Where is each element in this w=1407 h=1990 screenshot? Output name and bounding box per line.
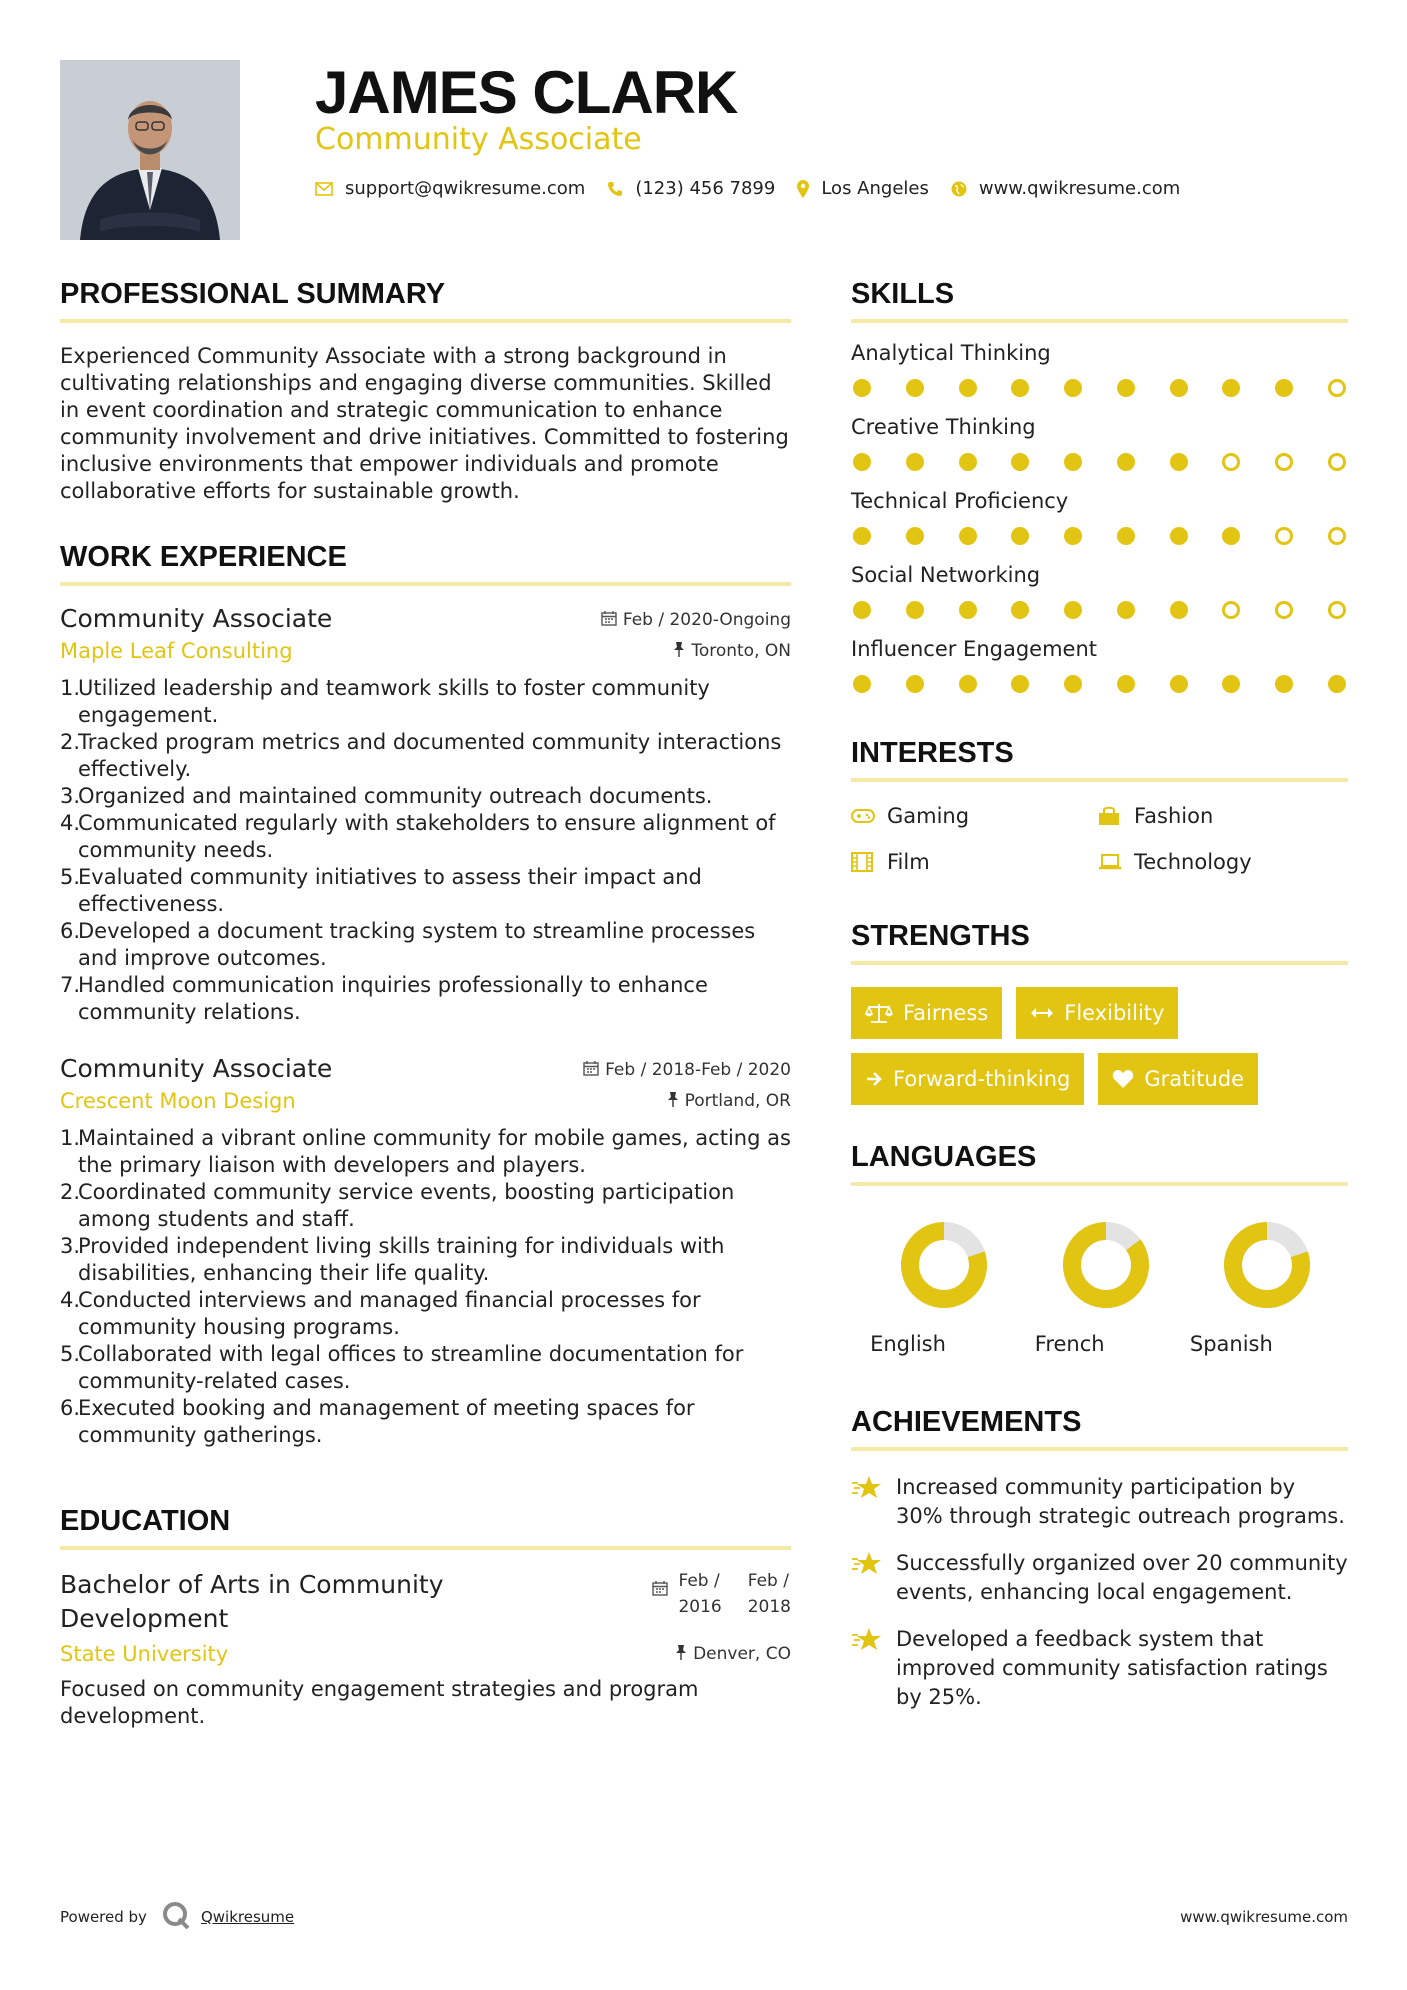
rating-dot-filled [959, 601, 977, 619]
interest-film: Film [851, 850, 1098, 874]
profile-photo [60, 60, 240, 240]
skill-item [851, 341, 1348, 397]
summary-text: Experienced Community Associate with a strong background in cultivating relationships and engaging diverse communities. Skilled in event coordination and strategic communication to enhance community involvement and drive initiatives. Committed to fostering inclusive environments that empower individuals and promote collaborative efforts for sustainable growth. [60, 344, 789, 503]
job-company: Maple Leaf Consulting [60, 639, 293, 663]
strengths-heading: STRENGTHS [851, 920, 1348, 965]
rating-dot-filled [1064, 379, 1082, 397]
interests-list [851, 804, 1348, 874]
list-item: 4. Communicated regularly with stakeholders to ensure alignment of community needs. [60, 811, 776, 862]
laptop-icon [1098, 853, 1124, 871]
education-school: State University [60, 1642, 229, 1666]
rating-dot-empty [1328, 379, 1346, 397]
calendar-icon [583, 1060, 599, 1080]
interests-heading: INTERESTS [851, 737, 1348, 782]
list-item: 5. Evaluated community initiatives to assess their impact and effectiveness. [60, 865, 702, 916]
rating-dot-filled [1117, 601, 1135, 619]
left-column [60, 278, 791, 1730]
contact-website[interactable] [951, 178, 1180, 199]
rating-dot-filled [1011, 379, 1029, 397]
job-dates-text: Feb / 2018-Feb / 2020 [605, 1060, 791, 1080]
achievement-item: Successfully organized over 20 community events, enhancing local engagement. [851, 1549, 1348, 1607]
job-location [673, 641, 791, 661]
language-level-ring [1222, 1220, 1312, 1310]
rating-dot-filled [853, 527, 871, 545]
strength-badge: Flexibility [1016, 987, 1178, 1039]
rating-dot-filled [1011, 601, 1029, 619]
rating-dot-filled [1170, 601, 1188, 619]
footer-website[interactable]: www.qwikresume.com [1180, 1908, 1348, 1926]
rating-dot-filled [1117, 527, 1135, 545]
rating-dot-filled [1275, 675, 1293, 693]
skill-rating [851, 453, 1348, 471]
language-level-ring [1061, 1220, 1151, 1310]
skill-name: Social Networking [851, 563, 1041, 587]
language-item [863, 1220, 1025, 1356]
job-role: Community Associate [60, 1054, 333, 1083]
qwikresume-logo-icon [161, 1900, 191, 1934]
rating-dot-filled [1011, 527, 1029, 545]
candidate-title: Community Associate [315, 122, 642, 157]
rating-dot-empty [1328, 453, 1346, 471]
language-name: English [870, 1332, 946, 1356]
skill-item [851, 563, 1348, 619]
skill-rating [851, 601, 1348, 619]
job-dates-text: Feb / 2020-Ongoing [622, 610, 791, 630]
job-dates [601, 610, 791, 630]
list-item: 2. Tracked program metrics and documented community interactions effectively. [60, 730, 782, 781]
heart-icon [1112, 1069, 1134, 1089]
education-degree: Bachelor of Arts in Community Development [60, 1570, 444, 1633]
achievement-item: Increased community participation by 30% through strategic outreach programs. [851, 1473, 1348, 1531]
rating-dot-filled [906, 527, 924, 545]
list-item: 4. Conducted interviews and managed financial processes for community housing programs. [60, 1288, 701, 1339]
rating-dot-empty [1328, 601, 1346, 619]
rating-dot-filled [1064, 527, 1082, 545]
rating-dot-filled [1064, 675, 1082, 693]
rating-dot-filled [1064, 601, 1082, 619]
rating-dot-filled [853, 675, 871, 693]
rating-dot-empty [1328, 527, 1346, 545]
education-start: Feb / 2016 [678, 1571, 722, 1617]
calendar-icon [601, 610, 617, 630]
education-heading: EDUCATION [60, 1505, 791, 1550]
skill-item [851, 415, 1348, 471]
rating-dot-empty [1275, 601, 1293, 619]
rating-dot-filled [1064, 453, 1082, 471]
rating-dot-filled [1170, 675, 1188, 693]
rating-dot-filled [906, 379, 924, 397]
skills-heading: SKILLS [851, 278, 1348, 323]
email-text: support@qwikresume.com [345, 178, 586, 199]
location-text: Los Angeles [821, 178, 929, 199]
star-icon [851, 1549, 896, 1607]
rating-dot-filled [1222, 527, 1240, 545]
globe-icon [951, 181, 967, 197]
website-text: www.qwikresume.com [978, 178, 1181, 199]
rating-dot-filled [853, 379, 871, 397]
strength-badge: Fairness [851, 987, 1002, 1039]
list-item: 3. Organized and maintained community outreach documents. [60, 784, 713, 808]
pushpin-icon [673, 641, 685, 661]
strengths-list [851, 987, 1348, 1105]
strength-badge: Gratitude [1098, 1053, 1258, 1105]
gamepad-icon [851, 808, 877, 824]
skill-item [851, 637, 1348, 693]
language-item [1025, 1220, 1187, 1356]
language-name: Spanish [1189, 1332, 1273, 1356]
skill-item [851, 489, 1348, 545]
education-dates [652, 1568, 791, 1636]
interest-fashion: Fashion [1098, 804, 1345, 828]
candidate-name: JAMES CLARK [315, 59, 738, 126]
job-entry [60, 1054, 791, 1449]
rating-dot-empty [1222, 601, 1240, 619]
rating-dot-filled [906, 453, 924, 471]
education-end: Feb / 2018 [747, 1571, 791, 1617]
summary-heading: PROFESSIONAL SUMMARY [60, 278, 791, 323]
rating-dot-filled [1222, 379, 1240, 397]
phone-text: (123) 456 7899 [635, 178, 776, 199]
job-role: Community Associate [60, 604, 333, 633]
rating-dot-filled [853, 453, 871, 471]
language-level-ring [899, 1220, 989, 1310]
rating-dot-filled [1170, 379, 1188, 397]
skill-rating [851, 675, 1348, 693]
list-item: 1. Utilized leadership and teamwork skills to foster community engagement. [60, 676, 710, 727]
skill-name: Technical Proficiency [851, 489, 1069, 513]
strength-badge: Forward-thinking [851, 1053, 1084, 1105]
rating-dot-filled [1117, 379, 1135, 397]
skill-rating [851, 527, 1348, 545]
rating-dot-filled [959, 379, 977, 397]
star-icon [851, 1473, 896, 1531]
skills-list [851, 341, 1348, 693]
rating-dot-filled [959, 675, 977, 693]
rating-dot-filled [853, 601, 871, 619]
rating-dot-filled [1328, 675, 1346, 693]
list-item: 1. Maintained a vibrant online community for mobile games, acting as the primary liaison with developers and players. [60, 1126, 791, 1177]
skill-rating [851, 379, 1348, 397]
languages-list [851, 1220, 1348, 1356]
calendar-icon [652, 1578, 668, 1604]
rating-dot-filled [906, 601, 924, 619]
list-item: 6. Developed a document tracking system to streamline processes and improve outcomes. [60, 919, 756, 970]
contact-bar [315, 178, 1202, 199]
right-column [851, 278, 1348, 1730]
skill-name: Creative Thinking [851, 415, 1036, 439]
list-item: 5. Collaborated with legal offices to streamline documentation for community-related cases. [60, 1342, 744, 1393]
rating-dot-filled [959, 453, 977, 471]
shopping-bag-icon [1098, 806, 1124, 826]
rating-dot-filled [1222, 675, 1240, 693]
rating-dot-filled [906, 675, 924, 693]
rating-dot-empty [1222, 453, 1240, 471]
contact-location [797, 178, 929, 199]
list-item: 6. Executed booking and management of meeting spaces for community gatherings. [60, 1396, 695, 1447]
rating-dot-filled [1275, 379, 1293, 397]
rating-dot-filled [1117, 453, 1135, 471]
education-entry [60, 1568, 791, 1636]
education-location-text: Denver, CO [693, 1644, 791, 1664]
list-item: 7. Handled communication inquiries professionally to enhance community relations. [60, 973, 708, 1024]
arrow-right-icon [865, 1070, 883, 1088]
job-location [667, 1091, 791, 1111]
envelope-icon [315, 182, 333, 196]
skill-name: Analytical Thinking [851, 341, 1051, 365]
list-item: 3. Provided independent living skills training for individuals with disabilities, enhancing their life quality. [60, 1234, 725, 1285]
job-entry [60, 604, 791, 1026]
balance-scale-icon [865, 1002, 893, 1024]
brand-link[interactable]: Qwikresume [200, 1908, 295, 1926]
skill-name: Influencer Engagement [851, 637, 1097, 661]
language-name: French [1034, 1332, 1105, 1356]
languages-heading: LANGUAGES [851, 1141, 1348, 1186]
film-icon [851, 852, 877, 872]
person-portrait-image [60, 60, 240, 240]
rating-dot-filled [1011, 453, 1029, 471]
job-location-text: Toronto, ON [691, 641, 791, 661]
rating-dot-filled [1117, 675, 1135, 693]
education-location [675, 1644, 791, 1664]
star-icon [851, 1625, 896, 1712]
education-description: Focused on community engagement strategies and program development. [60, 1677, 699, 1728]
job-duties [60, 1125, 791, 1449]
interest-technology: Technology [1098, 850, 1345, 874]
job-duties [60, 675, 791, 1026]
rating-dot-empty [1275, 527, 1293, 545]
footer [60, 1900, 1348, 1934]
pushpin-icon [675, 1644, 687, 1664]
rating-dot-empty [1275, 453, 1293, 471]
job-company: Crescent Moon Design [60, 1089, 296, 1113]
pushpin-icon [667, 1091, 679, 1111]
powered-by: Powered by Qwikresume [60, 1900, 294, 1934]
job-location-text: Portland, OR [684, 1091, 791, 1111]
map-marker-icon [797, 180, 809, 198]
work-heading: WORK EXPERIENCE [60, 541, 791, 586]
interest-gaming: Gaming [851, 804, 1098, 828]
rating-dot-filled [1011, 675, 1029, 693]
rating-dot-filled [1170, 453, 1188, 471]
phone-icon [607, 181, 623, 197]
language-item [1186, 1220, 1348, 1356]
arrows-horizontal-icon [1030, 1006, 1054, 1020]
rating-dot-filled [1170, 527, 1188, 545]
achievement-item: Developed a feedback system that improved community satisfaction ratings by 25%. [851, 1625, 1348, 1712]
achievements-heading: ACHIEVEMENTS [851, 1406, 1348, 1451]
contact-phone[interactable] [607, 178, 775, 199]
job-dates [583, 1060, 791, 1080]
achievements-list [851, 1473, 1348, 1712]
rating-dot-filled [959, 527, 977, 545]
contact-email[interactable] [315, 178, 585, 199]
list-item: 2. Coordinated community service events, boosting participation among students and staff. [60, 1180, 735, 1231]
